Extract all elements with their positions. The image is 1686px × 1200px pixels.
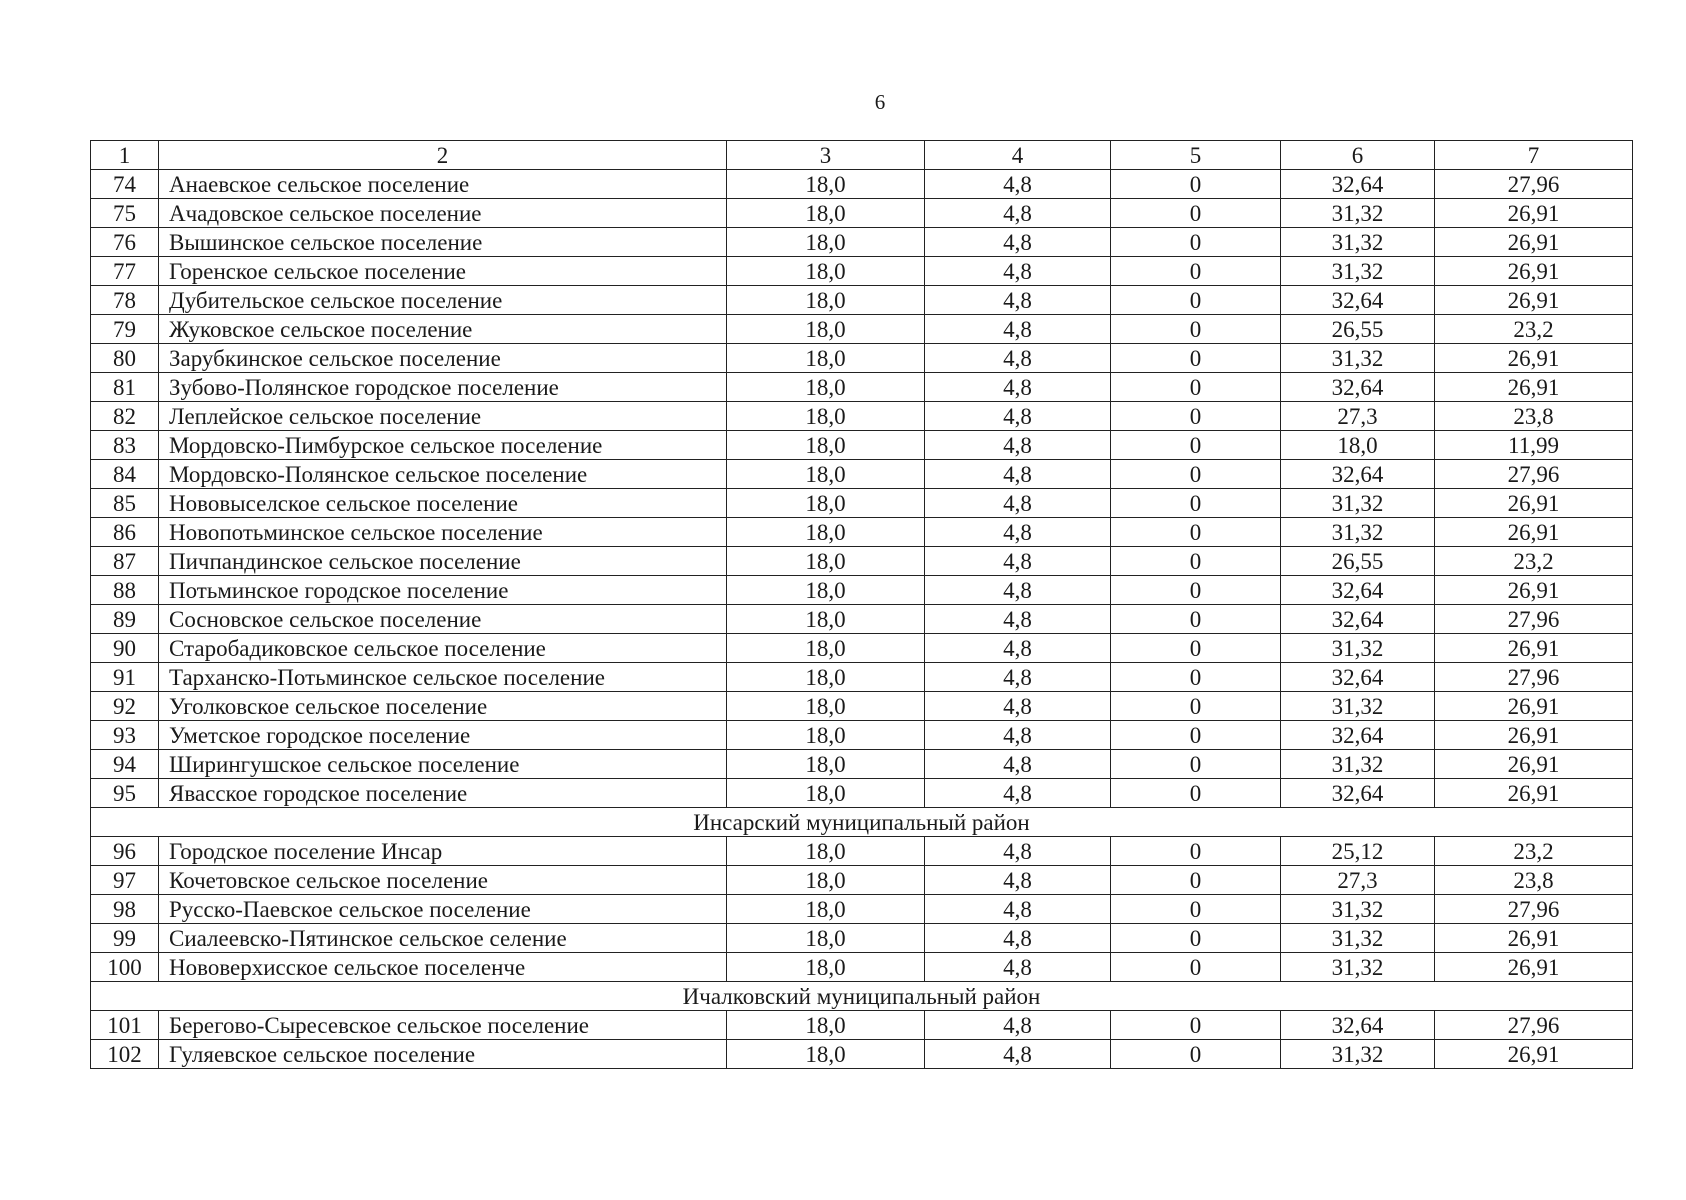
settlement-name-cell: Сосновское сельское поселение (159, 605, 727, 634)
value-cell-col6: 27,3 (1281, 402, 1435, 431)
value-cell-col7: 23,2 (1435, 547, 1633, 576)
value-cell-col6: 31,32 (1281, 344, 1435, 373)
value-cell-col5: 0 (1111, 170, 1281, 199)
value-cell-col5: 0 (1111, 750, 1281, 779)
value-cell-col4: 4,8 (925, 634, 1111, 663)
row-number-cell: 88 (91, 576, 159, 605)
settlement-name-cell: Явасское городское поселение (159, 779, 727, 808)
value-cell-col3: 18,0 (727, 257, 925, 286)
row-number-cell: 89 (91, 605, 159, 634)
value-cell-col5: 0 (1111, 518, 1281, 547)
value-cell-col4: 4,8 (925, 518, 1111, 547)
value-cell-col3: 18,0 (727, 1040, 925, 1069)
value-cell-col5: 0 (1111, 779, 1281, 808)
value-cell-col4: 4,8 (925, 315, 1111, 344)
row-number-cell: 84 (91, 460, 159, 489)
table-row (91, 373, 1633, 402)
value-cell-col4: 4,8 (925, 605, 1111, 634)
value-cell-col3: 18,0 (727, 228, 925, 257)
value-cell-col6: 18,0 (1281, 431, 1435, 460)
value-cell-col3: 18,0 (727, 605, 925, 634)
value-cell-col4: 4,8 (925, 1040, 1111, 1069)
table-row (91, 605, 1633, 634)
row-number-cell: 98 (91, 895, 159, 924)
value-cell-col7: 23,8 (1435, 866, 1633, 895)
value-cell-col4: 4,8 (925, 199, 1111, 228)
row-number-cell: 86 (91, 518, 159, 547)
value-cell-col5: 0 (1111, 257, 1281, 286)
value-cell-col3: 18,0 (727, 750, 925, 779)
value-cell-col4: 4,8 (925, 721, 1111, 750)
settlement-name-cell: Новопотьминское сельское поселение (159, 518, 727, 547)
value-cell-col6: 31,32 (1281, 1040, 1435, 1069)
table-body (91, 141, 1633, 1069)
value-cell-col5: 0 (1111, 692, 1281, 721)
settlement-name-cell: Вышинское сельское поселение (159, 228, 727, 257)
value-cell-col3: 18,0 (727, 460, 925, 489)
value-cell-col4: 4,8 (925, 228, 1111, 257)
value-cell-col7: 11,99 (1435, 431, 1633, 460)
value-cell-col6: 31,32 (1281, 257, 1435, 286)
row-number-cell: 76 (91, 228, 159, 257)
value-cell-col3: 18,0 (727, 634, 925, 663)
value-cell-col6: 31,32 (1281, 692, 1435, 721)
value-cell-col7: 23,2 (1435, 837, 1633, 866)
value-cell-col4: 4,8 (925, 257, 1111, 286)
value-cell-col3: 18,0 (727, 692, 925, 721)
settlement-name-cell: Леплейское сельское поселение (159, 402, 727, 431)
value-cell-col4: 4,8 (925, 1011, 1111, 1040)
header-cell: 5 (1111, 141, 1281, 170)
row-number-cell: 79 (91, 315, 159, 344)
row-number-cell: 81 (91, 373, 159, 402)
value-cell-col4: 4,8 (925, 895, 1111, 924)
table-row (91, 460, 1633, 489)
table-row (91, 286, 1633, 315)
settlement-name-cell: Зарубкинское сельское поселение (159, 344, 727, 373)
settlement-name-cell: Городское поселение Инсар (159, 837, 727, 866)
row-number-cell: 77 (91, 257, 159, 286)
page-number: 6 (874, 90, 886, 114)
value-cell-col5: 0 (1111, 837, 1281, 866)
value-cell-col7: 27,96 (1435, 663, 1633, 692)
table-row (91, 315, 1633, 344)
value-cell-col6: 32,64 (1281, 170, 1435, 199)
value-cell-col3: 18,0 (727, 953, 925, 982)
value-cell-col4: 4,8 (925, 286, 1111, 315)
data-table (90, 140, 1633, 1069)
settlement-name-cell: Мордовско-Пимбурское сельское поселение (159, 431, 727, 460)
settlement-name-cell: Потьминское городское поселение (159, 576, 727, 605)
value-cell-col7: 27,96 (1435, 605, 1633, 634)
row-number-cell: 85 (91, 489, 159, 518)
value-cell-col6: 31,32 (1281, 750, 1435, 779)
value-cell-col5: 0 (1111, 576, 1281, 605)
value-cell-col3: 18,0 (727, 170, 925, 199)
settlement-name-cell: Горенское сельское поселение (159, 257, 727, 286)
row-number-cell: 101 (91, 1011, 159, 1040)
table-row (91, 779, 1633, 808)
value-cell-col3: 18,0 (727, 1011, 925, 1040)
value-cell-col4: 4,8 (925, 692, 1111, 721)
value-cell-col3: 18,0 (727, 315, 925, 344)
header-cell: 2 (159, 141, 727, 170)
settlement-name-cell: Гуляевское сельское поселение (159, 1040, 727, 1069)
value-cell-col3: 18,0 (727, 721, 925, 750)
table-row (91, 547, 1633, 576)
table-row (91, 489, 1633, 518)
table-row (91, 692, 1633, 721)
value-cell-col6: 26,55 (1281, 547, 1435, 576)
value-cell-col7: 26,91 (1435, 924, 1633, 953)
value-cell-col3: 18,0 (727, 866, 925, 895)
value-cell-col5: 0 (1111, 402, 1281, 431)
value-cell-col4: 4,8 (925, 402, 1111, 431)
table-row (91, 257, 1633, 286)
settlement-name-cell: Тарханско-Потьминское сельское поселение (159, 663, 727, 692)
table-row (91, 576, 1633, 605)
value-cell-col7: 27,96 (1435, 895, 1633, 924)
row-number-cell: 95 (91, 779, 159, 808)
value-cell-col7: 26,91 (1435, 779, 1633, 808)
value-cell-col3: 18,0 (727, 344, 925, 373)
settlement-name-cell: Анаевское сельское поселение (159, 170, 727, 199)
header-cell: 6 (1281, 141, 1435, 170)
row-number-cell: 99 (91, 924, 159, 953)
row-number-cell: 96 (91, 837, 159, 866)
value-cell-col6: 32,64 (1281, 460, 1435, 489)
value-cell-col7: 26,91 (1435, 634, 1633, 663)
table-row (91, 1011, 1633, 1040)
settlement-name-cell: Жуковское сельское поселение (159, 315, 727, 344)
value-cell-col3: 18,0 (727, 924, 925, 953)
value-cell-col6: 31,32 (1281, 924, 1435, 953)
value-cell-col6: 32,64 (1281, 663, 1435, 692)
table-row (91, 344, 1633, 373)
value-cell-col5: 0 (1111, 663, 1281, 692)
value-cell-col4: 4,8 (925, 837, 1111, 866)
value-cell-col5: 0 (1111, 460, 1281, 489)
value-cell-col7: 26,91 (1435, 953, 1633, 982)
row-number-cell: 97 (91, 866, 159, 895)
settlement-name-cell: Ширингушское сельское поселение (159, 750, 727, 779)
value-cell-col7: 27,96 (1435, 1011, 1633, 1040)
table-row (91, 866, 1633, 895)
table-row (91, 924, 1633, 953)
table-row (91, 750, 1633, 779)
header-cell: 7 (1435, 141, 1633, 170)
row-number-cell: 82 (91, 402, 159, 431)
row-number-cell: 94 (91, 750, 159, 779)
value-cell-col5: 0 (1111, 228, 1281, 257)
value-cell-col5: 0 (1111, 924, 1281, 953)
table-row (91, 837, 1633, 866)
value-cell-col5: 0 (1111, 1011, 1281, 1040)
value-cell-col5: 0 (1111, 895, 1281, 924)
row-number-cell: 83 (91, 431, 159, 460)
value-cell-col4: 4,8 (925, 576, 1111, 605)
value-cell-col6: 32,64 (1281, 286, 1435, 315)
value-cell-col3: 18,0 (727, 663, 925, 692)
row-number-cell: 93 (91, 721, 159, 750)
settlement-name-cell: Зубово-Полянское городское поселение (159, 373, 727, 402)
value-cell-col7: 26,91 (1435, 344, 1633, 373)
value-cell-col3: 18,0 (727, 489, 925, 518)
value-cell-col7: 26,91 (1435, 228, 1633, 257)
value-cell-col7: 27,96 (1435, 170, 1633, 199)
value-cell-col5: 0 (1111, 286, 1281, 315)
value-cell-col7: 26,91 (1435, 373, 1633, 402)
value-cell-col5: 0 (1111, 1040, 1281, 1069)
value-cell-col6: 31,32 (1281, 199, 1435, 228)
value-cell-col4: 4,8 (925, 924, 1111, 953)
value-cell-col3: 18,0 (727, 402, 925, 431)
value-cell-col5: 0 (1111, 866, 1281, 895)
row-number-cell: 102 (91, 1040, 159, 1069)
row-number-cell: 100 (91, 953, 159, 982)
header-row (91, 141, 1633, 170)
table-row (91, 170, 1633, 199)
value-cell-col4: 4,8 (925, 431, 1111, 460)
table-row (91, 402, 1633, 431)
value-cell-col5: 0 (1111, 634, 1281, 663)
value-cell-col4: 4,8 (925, 953, 1111, 982)
value-cell-col6: 31,32 (1281, 489, 1435, 518)
settlement-name-cell: Ачадовское сельское поселение (159, 199, 727, 228)
value-cell-col3: 18,0 (727, 837, 925, 866)
value-cell-col7: 26,91 (1435, 518, 1633, 547)
table-row (91, 228, 1633, 257)
value-cell-col6: 32,64 (1281, 576, 1435, 605)
row-number-cell: 92 (91, 692, 159, 721)
value-cell-col4: 4,8 (925, 866, 1111, 895)
value-cell-col6: 31,32 (1281, 634, 1435, 663)
value-cell-col7: 26,91 (1435, 1040, 1633, 1069)
settlement-name-cell: Кочетовское сельское поселение (159, 866, 727, 895)
value-cell-col5: 0 (1111, 547, 1281, 576)
value-cell-col4: 4,8 (925, 779, 1111, 808)
value-cell-col5: 0 (1111, 431, 1281, 460)
row-number-cell: 74 (91, 170, 159, 199)
value-cell-col4: 4,8 (925, 170, 1111, 199)
value-cell-col5: 0 (1111, 199, 1281, 228)
value-cell-col6: 27,3 (1281, 866, 1435, 895)
table-row (91, 199, 1633, 228)
value-cell-col5: 0 (1111, 489, 1281, 518)
value-cell-col4: 4,8 (925, 547, 1111, 576)
table-row (91, 721, 1633, 750)
settlement-name-cell: Сиалеевско-Пятинское сельское селение (159, 924, 727, 953)
settlement-name-cell: Уголковское сельское поселение (159, 692, 727, 721)
value-cell-col4: 4,8 (925, 373, 1111, 402)
settlement-name-cell: Русско-Паевское сельское поселение (159, 895, 727, 924)
value-cell-col7: 27,96 (1435, 460, 1633, 489)
value-cell-col7: 26,91 (1435, 199, 1633, 228)
value-cell-col7: 26,91 (1435, 257, 1633, 286)
settlement-name-cell: Дубительское сельское поселение (159, 286, 727, 315)
value-cell-col7: 26,91 (1435, 750, 1633, 779)
value-cell-col4: 4,8 (925, 750, 1111, 779)
value-cell-col6: 32,64 (1281, 373, 1435, 402)
value-cell-col6: 25,12 (1281, 837, 1435, 866)
value-cell-col3: 18,0 (727, 779, 925, 808)
row-number-cell: 87 (91, 547, 159, 576)
value-cell-col6: 32,64 (1281, 721, 1435, 750)
settlement-name-cell: Старобадиковское сельское поселение (159, 634, 727, 663)
row-number-cell: 91 (91, 663, 159, 692)
value-cell-col4: 4,8 (925, 460, 1111, 489)
value-cell-col4: 4,8 (925, 489, 1111, 518)
settlement-name-cell: Мордовско-Полянское сельское поселение (159, 460, 727, 489)
value-cell-col7: 26,91 (1435, 286, 1633, 315)
value-cell-col5: 0 (1111, 315, 1281, 344)
row-number-cell: 90 (91, 634, 159, 663)
table-row (91, 431, 1633, 460)
value-cell-col3: 18,0 (727, 431, 925, 460)
value-cell-col5: 0 (1111, 721, 1281, 750)
value-cell-col6: 31,32 (1281, 953, 1435, 982)
value-cell-col7: 26,91 (1435, 692, 1633, 721)
value-cell-col3: 18,0 (727, 286, 925, 315)
value-cell-col5: 0 (1111, 953, 1281, 982)
value-cell-col7: 26,91 (1435, 489, 1633, 518)
value-cell-col5: 0 (1111, 373, 1281, 402)
value-cell-col5: 0 (1111, 605, 1281, 634)
section-header-row (91, 808, 1633, 837)
value-cell-col6: 31,32 (1281, 228, 1435, 257)
table-row (91, 634, 1633, 663)
value-cell-col6: 32,64 (1281, 605, 1435, 634)
value-cell-col3: 18,0 (727, 518, 925, 547)
value-cell-col6: 31,32 (1281, 895, 1435, 924)
section-title: Инсарский муниципальный район (91, 808, 1633, 837)
table-row (91, 953, 1633, 982)
settlement-name-cell: Нововыселское сельское поселение (159, 489, 727, 518)
header-cell: 4 (925, 141, 1111, 170)
value-cell-col3: 18,0 (727, 576, 925, 605)
table-row (91, 895, 1633, 924)
value-cell-col6: 26,55 (1281, 315, 1435, 344)
value-cell-col5: 0 (1111, 344, 1281, 373)
row-number-cell: 80 (91, 344, 159, 373)
row-number-cell: 75 (91, 199, 159, 228)
value-cell-col7: 26,91 (1435, 721, 1633, 750)
settlement-name-cell: Нововерхисское сельское поселенче (159, 953, 727, 982)
table-row (91, 518, 1633, 547)
section-title: Ичалковский муниципальный район (91, 982, 1633, 1011)
value-cell-col3: 18,0 (727, 547, 925, 576)
value-cell-col3: 18,0 (727, 199, 925, 228)
table-row (91, 663, 1633, 692)
value-cell-col4: 4,8 (925, 663, 1111, 692)
settlement-name-cell: Берегово-Сыресевское сельское поселение (159, 1011, 727, 1040)
row-number-cell: 78 (91, 286, 159, 315)
header-cell: 1 (91, 141, 159, 170)
table-row (91, 1040, 1633, 1069)
value-cell-col3: 18,0 (727, 373, 925, 402)
settlement-name-cell: Уметское городское поселение (159, 721, 727, 750)
value-cell-col7: 26,91 (1435, 576, 1633, 605)
value-cell-col6: 32,64 (1281, 779, 1435, 808)
value-cell-col6: 31,32 (1281, 518, 1435, 547)
value-cell-col3: 18,0 (727, 895, 925, 924)
value-cell-col4: 4,8 (925, 344, 1111, 373)
value-cell-col7: 23,2 (1435, 315, 1633, 344)
header-cell: 3 (727, 141, 925, 170)
value-cell-col7: 23,8 (1435, 402, 1633, 431)
section-header-row (91, 982, 1633, 1011)
settlement-name-cell: Пичпандинское сельское поселение (159, 547, 727, 576)
value-cell-col6: 32,64 (1281, 1011, 1435, 1040)
